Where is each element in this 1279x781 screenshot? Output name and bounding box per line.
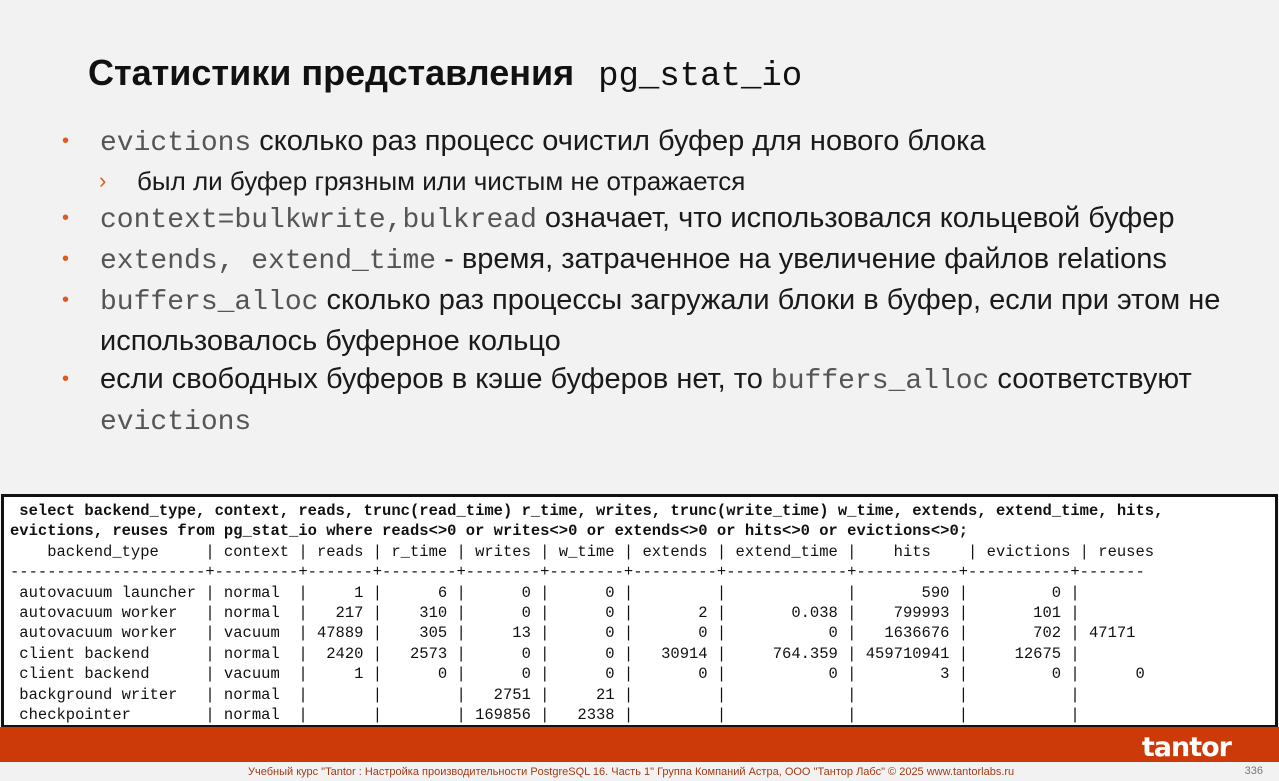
bullet-list: [62, 122, 1262, 442]
page-number: 336: [1244, 765, 1263, 777]
bullet-item: [62, 281, 1262, 360]
sub-bullet-item: [62, 163, 1262, 199]
sub-bullet-text: был ли буфер грязным или чистым не отражается: [137, 166, 746, 196]
bullet-dot-icon: •: [62, 368, 70, 390]
bullet-text-2: соответствуют: [989, 363, 1192, 395]
slide-title-code: pg_stat_io: [598, 58, 803, 96]
bullet-code: evictions: [100, 128, 252, 159]
slide-title: [88, 52, 802, 96]
sql-output-box: [1, 494, 1278, 728]
bullet-text: - время, затраченное на увеличение файлов relations: [436, 243, 1167, 275]
bullet-code: extends, extend_time: [100, 246, 437, 277]
bullet-code: buffers_alloc: [770, 366, 990, 397]
bullet-code-2: evictions: [100, 407, 252, 438]
bullet-code: context=bulkwrite,bulkread: [100, 205, 537, 236]
bullet-text: если свободных буферов в кэше буферов нет, то: [100, 363, 771, 395]
bullet-dot-icon: •: [62, 207, 70, 229]
bullet-item: [62, 360, 1262, 442]
tantor-logo: tantor: [1141, 732, 1231, 763]
bullet-dot-icon: •: [62, 248, 70, 270]
slide-title-text: Статистики представления: [88, 52, 575, 93]
bullet-code: buffers_alloc: [100, 287, 319, 318]
bullet-text: сколько раз процесс очистил буфер для нового блока: [251, 125, 986, 157]
bullet-item: [62, 240, 1262, 281]
bullet-dot-icon: •: [62, 289, 70, 311]
query-result-table: backend_type | context | reads | r_time | writes | w_time | extends | extend_time | hits | evictions | reuses ---------------------+---------+-------+--------+--------+--------+---------+-------------+-----------+-----------+------- autovacuum launcher | normal | 1 | 6 | 0 | 0 | | | 590 | 0 | autovacuum worker | normal | 217 | 310 | 0 | 0 | 2 | 0.038 | 799993 | 101 | autovacuum worker | vacuum | 47889 | 305 | 13 | 0 | 0 | 0 | 1636676 | 702 | 47171 client backend | normal | 2420 | 2573 | 0 | 0 | 30914 | 764.359 | 459710941 | 12675 | client backend | vacuum | 1 | 0 | 0 | 0 | 0 | 0 | 3 | 0 | 0 background writer | normal | | | 2751 | 21 | | | | | checkpointer | normal | | | 169856 | 2338 | | | | |: [10, 542, 1155, 725]
chevron-right-icon: ›: [99, 168, 107, 193]
sql-query: select backend_type, context, reads, trunc(read_time) r_time, writes, trunc(write_time) w_time, extends, extend_time, hits, evictions, reuses from pg_stat_io where reads<>0 or writes<>0 or extends<>0 or hits<>0 or evictions<>0;: [10, 502, 1164, 541]
footer-band: [0, 727, 1279, 762]
bullet-dot-icon: •: [62, 130, 70, 152]
bullet-item: [62, 122, 1262, 163]
footer-caption: Учебный курс "Tantor : Настройка производительности PostgreSQL 16. Часть 1" Группа Компаний Астра, ООО "Тантор Лабс" © 2025 www.tantorlabs.ru: [248, 766, 1015, 778]
bullet-text: сколько раз процессы загружали блоки в буфер, если при этом не использовалось буферное кольцо: [100, 284, 1221, 357]
bullet-text: означает, что использовался кольцевой буфер: [536, 202, 1175, 234]
bullet-item: [62, 199, 1262, 240]
